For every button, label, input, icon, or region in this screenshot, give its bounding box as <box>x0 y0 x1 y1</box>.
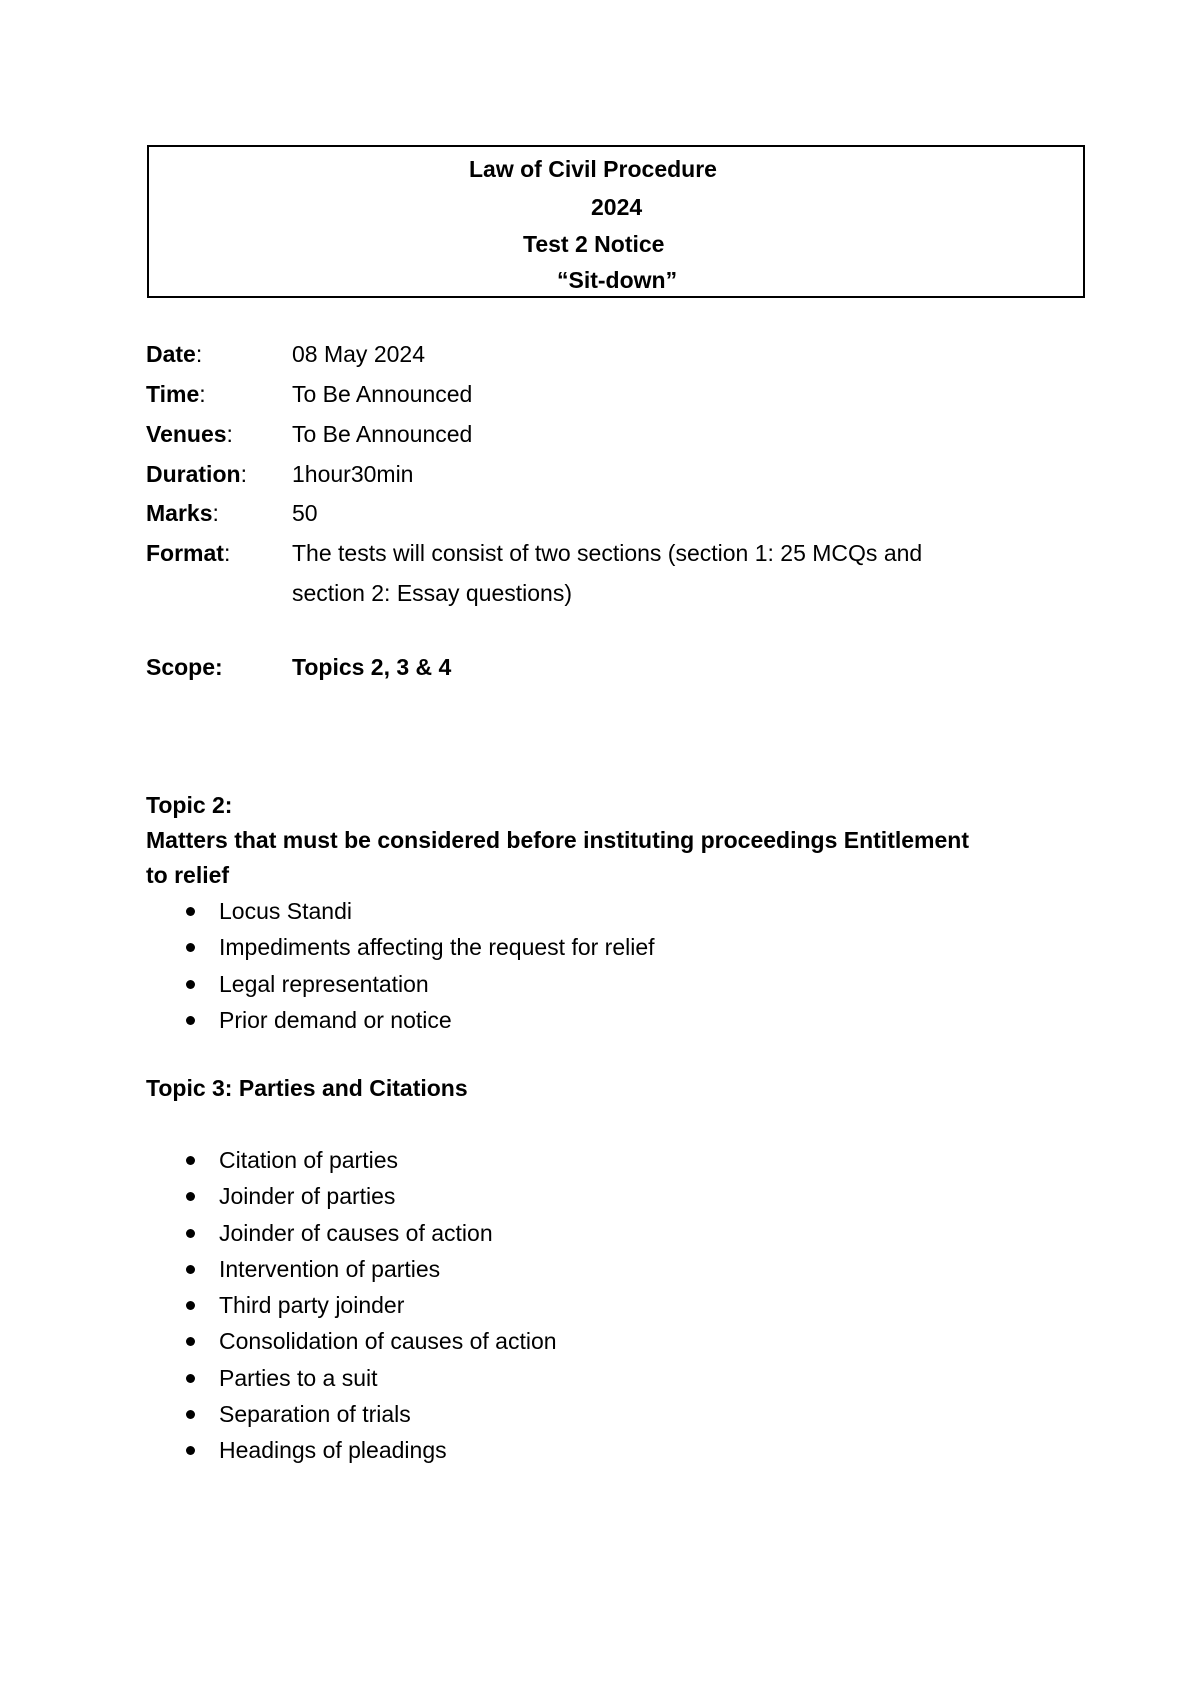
bullet-icon <box>186 980 195 989</box>
format-value-line2: section 2: Essay questions) <box>292 580 572 606</box>
bullet-icon <box>186 1016 195 1025</box>
bullet-icon <box>186 1192 195 1201</box>
marks-label: Marks: <box>146 500 219 526</box>
bullet-icon <box>186 1446 195 1455</box>
topic2-heading: Topic 2: <box>146 792 233 818</box>
course-year: 2024 <box>591 194 643 220</box>
bullet-icon <box>186 943 195 952</box>
topic2-subheading-line1: Matters that must be considered before instituting proceedings Entitlement <box>146 827 969 853</box>
bullet-icon <box>186 1301 195 1310</box>
topic3-heading: Topic 3: Parties and Citations <box>146 1075 468 1101</box>
list-item: Parties to a suit <box>184 1364 557 1400</box>
bullet-icon <box>186 1265 195 1274</box>
bullet-icon <box>186 1229 195 1238</box>
date-value: 08 May 2024 <box>292 341 425 367</box>
topic2-subheading-line2: to relief <box>146 862 230 888</box>
list-item: Intervention of parties <box>184 1255 557 1291</box>
venues-label: Venues: <box>146 421 233 447</box>
time-value: To Be Announced <box>292 381 473 407</box>
list-item: Headings of pleadings <box>184 1436 557 1472</box>
list-item: Legal representation <box>184 970 655 1006</box>
bullet-icon <box>186 1337 195 1346</box>
scope-label: Scope: <box>146 654 223 680</box>
scope-value: Topics 2, 3 & 4 <box>292 654 452 680</box>
topic3-list <box>184 1146 557 1473</box>
date-label: Date: <box>146 341 203 367</box>
topic2-list <box>184 897 655 1042</box>
bullet-icon <box>186 1374 195 1383</box>
list-item: Prior demand or notice <box>184 1006 655 1042</box>
list-item: Third party joinder <box>184 1291 557 1327</box>
duration-label: Duration: <box>146 461 247 487</box>
list-item: Joinder of causes of action <box>184 1219 557 1255</box>
header-box <box>147 145 1085 298</box>
course-title: Law of Civil Procedure <box>469 156 717 182</box>
list-item: Consolidation of causes of action <box>184 1327 557 1363</box>
format-label: Format: <box>146 540 231 566</box>
bullet-icon <box>186 1156 195 1165</box>
marks-value: 50 <box>292 500 318 526</box>
list-item: Locus Standi <box>184 897 655 933</box>
list-item: Citation of parties <box>184 1146 557 1182</box>
format-value-line1: The tests will consist of two sections (section 1: 25 MCQs and <box>292 540 923 566</box>
list-item: Impediments affecting the request for relief <box>184 933 655 969</box>
duration-value: 1hour30min <box>292 461 414 487</box>
time-label: Time: <box>146 381 206 407</box>
notice-title: Test 2 Notice <box>523 231 665 257</box>
list-item: Separation of trials <box>184 1400 557 1436</box>
list-item: Joinder of parties <box>184 1182 557 1218</box>
test-mode: “Sit-down” <box>557 267 678 293</box>
bullet-icon <box>186 907 195 916</box>
bullet-icon <box>186 1410 195 1419</box>
venues-value: To Be Announced <box>292 421 473 447</box>
